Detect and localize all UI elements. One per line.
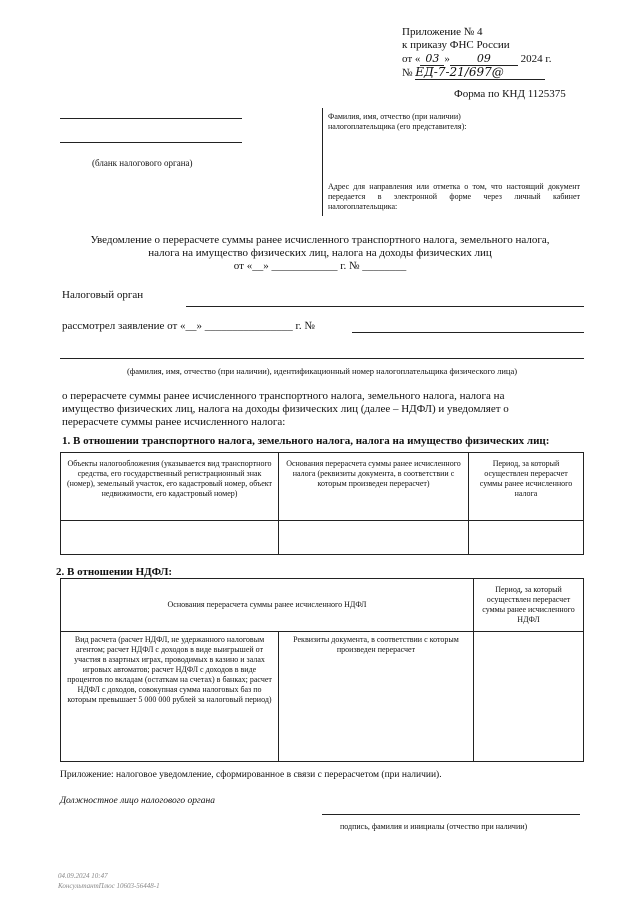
- section1-col-basis: Основания перерасчета суммы ранее исчисленного налога (реквизиты документа, в соответствии с которым произведен перерасчет): [279, 453, 469, 521]
- appendix-date: от « 03 » 09 2024 г.: [402, 52, 552, 65]
- section2-table: [60, 578, 584, 762]
- official-label: Должностное лицо налогового органа: [60, 796, 215, 806]
- section1-col-period: Период, за который осуществлен перерасчет суммы ранее исчисленного налога: [469, 453, 584, 521]
- stamp-date: 04.09.2024 10:47: [58, 872, 108, 880]
- appendix-order-number: № ЕД-7-21/697@: [402, 66, 602, 80]
- section2-cell-period[interactable]: [474, 632, 584, 762]
- form-code: Форма по КНД 1125375: [454, 88, 566, 100]
- appendix-block: [402, 26, 602, 101]
- section2-header-basis: Основания перерасчета суммы ранее исчисленного НДФЛ: [61, 579, 474, 632]
- signature-caption: подпись, фамилия и инициалы (отчество при наличии): [340, 822, 528, 831]
- tax-authority-line: [186, 306, 584, 307]
- section1-cell-basis[interactable]: [279, 521, 469, 555]
- section1-heading: 1. В отношении транспортного налога, земельного налога, налога на имущество физических лиц:: [62, 435, 550, 447]
- fio-caption: (фамилия, имя, отчество (при наличии), идентификационный номер налогоплательщика физического лица): [126, 366, 518, 376]
- appendix-number-value: ЕД-7-21/697@: [415, 66, 545, 80]
- blank-line-1: [60, 118, 242, 119]
- signature-line: [322, 814, 580, 815]
- paragraph: о перерасчете суммы ранее исчисленного транспортного налога, земельного налога, налога на имущество физических лиц, налога на доходы физических лиц (далее – НДФЛ) и уведомляет о перерасчете суммы ранее исчисленного налога:: [62, 390, 509, 428]
- appendix-year: 2024 г.: [520, 53, 552, 65]
- section1-cell-period[interactable]: [469, 521, 584, 555]
- section2-sub-document: Реквизиты документа, в соответствии с которым произведен перерасчет: [279, 632, 474, 762]
- section2-heading: 2. В отношении НДФЛ:: [56, 566, 173, 578]
- section2-sub-calc-type: Вид расчета (расчет НДФЛ, не удержанного налоговым агентом; расчет НДФЛ с доходов в виде выигрышей от участия в азартных играх, проводимых в казино и залах игровых автоматов; расчет НДФЛ с доходов в виде процентов по вкладам (остаткам на счетах) в банках; расчет НДФЛ с доходов, совокупная сумма налоговых баз по которым превышает 5 000 000 рублей за налоговый период): [61, 632, 279, 762]
- appendix-number: Приложение № 4: [402, 26, 483, 38]
- section1-col-objects: Объекты налогообложения (указывается вид транспортного средства, его государственный регистрационный знак (номер), земельный участок, его кадастровый номер, объект недвижимости, его кадастровый номер): [61, 453, 279, 521]
- address-label: Адрес для направления или отметка о том, что настоящий документ передается в электронной форме через личный кабинет налогоплательщика:: [328, 182, 580, 211]
- section1-table: [60, 452, 584, 555]
- header-divider: [322, 108, 323, 216]
- taxpayer-name-label: Фамилия, имя, отчество (при наличии) налогоплательщика (его представителя):: [328, 112, 467, 131]
- section1-cell-objects[interactable]: [61, 521, 279, 555]
- reviewed-line: [352, 332, 584, 333]
- blank-line-2: [60, 142, 242, 143]
- document-title: Уведомление о перерасчете суммы ранее исчисленного транспортного налога, земельного налога, налога на имущество физических лиц, налога на доходы физических лиц от «__» ____________ г. № ________: [90, 234, 550, 272]
- fio-line: [60, 358, 584, 359]
- blank-label: (бланк налогового органа): [92, 158, 193, 168]
- reviewed-label: рассмотрел заявление от «__» ________________ г. №: [62, 320, 315, 332]
- appendix-day: 03: [420, 52, 444, 66]
- tax-authority-label: Налоговый орган: [62, 289, 144, 301]
- section2-header-period: Период, за который осуществлен перерасчет суммы ранее исчисленного НДФЛ: [474, 579, 584, 632]
- attachment-note: Приложение: налоговое уведомление, сформированное в связи с перерасчетом (при наличии).: [60, 770, 442, 780]
- stamp-id: КонсультантПлюс 10603-56448-1: [58, 882, 160, 890]
- appendix-month: 09: [450, 52, 518, 66]
- appendix-order: к приказу ФНС России: [402, 39, 510, 51]
